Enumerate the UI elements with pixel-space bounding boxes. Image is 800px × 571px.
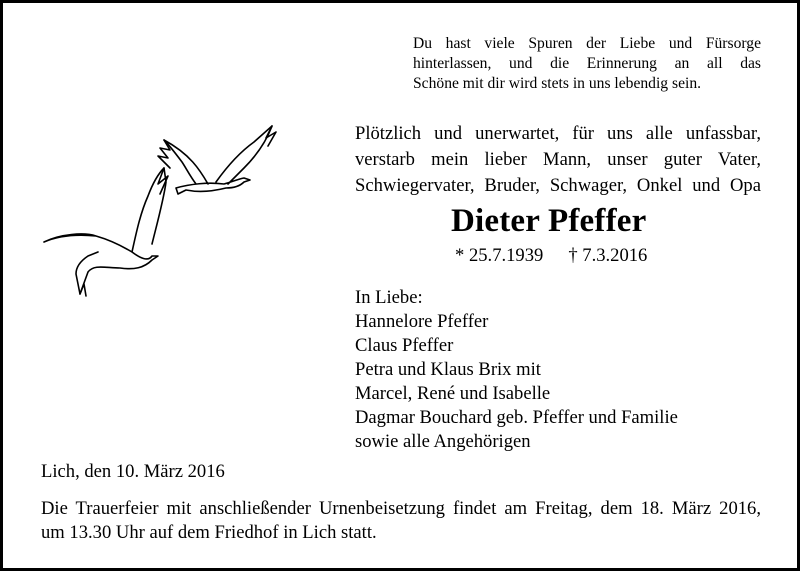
- mourner-entry: Claus Pfeffer: [355, 335, 454, 356]
- motto-line: Du hast viele Spuren der Liebe und Fürsorge: [413, 35, 761, 52]
- announcement-line: Schwiegervater, Bruder, Schwager, Onkel und Opa: [355, 175, 761, 196]
- lower-dove-icon: [44, 168, 166, 294]
- mourner-entry: Dagmar Bouchard geb. Pfeffer und Familie: [355, 407, 678, 428]
- mourner-entry: Hannelore Pfeffer: [355, 311, 489, 332]
- announcement-line: Plötzlich und unerwartet, für uns alle unfassbar,: [355, 123, 761, 144]
- motto-verse: [413, 34, 761, 94]
- announcement-text: [355, 121, 761, 199]
- mourners-list: [355, 286, 678, 454]
- motto-line: hinterlassen, und die Erinnerung an all das: [413, 55, 761, 72]
- birth-date: * 25.7.1939: [455, 245, 544, 266]
- announcement-line: verstarb mein lieber Mann, unser guter Vater,: [355, 149, 761, 170]
- upper-dove-icon: [164, 126, 272, 194]
- death-date: † 7.3.2016: [568, 245, 648, 266]
- deceased-name: Dieter Pfeffer: [451, 203, 647, 239]
- service-line: Die Trauerfeier mit anschließender Urnenbeisetzung findet am Freitag, dem 18. März 2016,: [41, 498, 761, 519]
- two-doves-icon: [40, 124, 290, 304]
- life-dates: [455, 245, 647, 267]
- mourner-entry: Marcel, René und Isabelle: [355, 383, 551, 404]
- mourners-heading: In Liebe:: [355, 287, 423, 308]
- motto-line: Schöne mit dir wird stets in uns lebendig sein.: [413, 75, 702, 92]
- place-and-date: Lich, den 10. März 2016: [41, 461, 225, 482]
- mourner-entry: sowie alle Angehörigen: [355, 431, 531, 452]
- service-line: um 13.30 Uhr auf dem Friedhof in Lich statt.: [41, 522, 377, 543]
- mourner-entry: Petra und Klaus Brix mit: [355, 359, 541, 380]
- funeral-service-info: [41, 497, 761, 545]
